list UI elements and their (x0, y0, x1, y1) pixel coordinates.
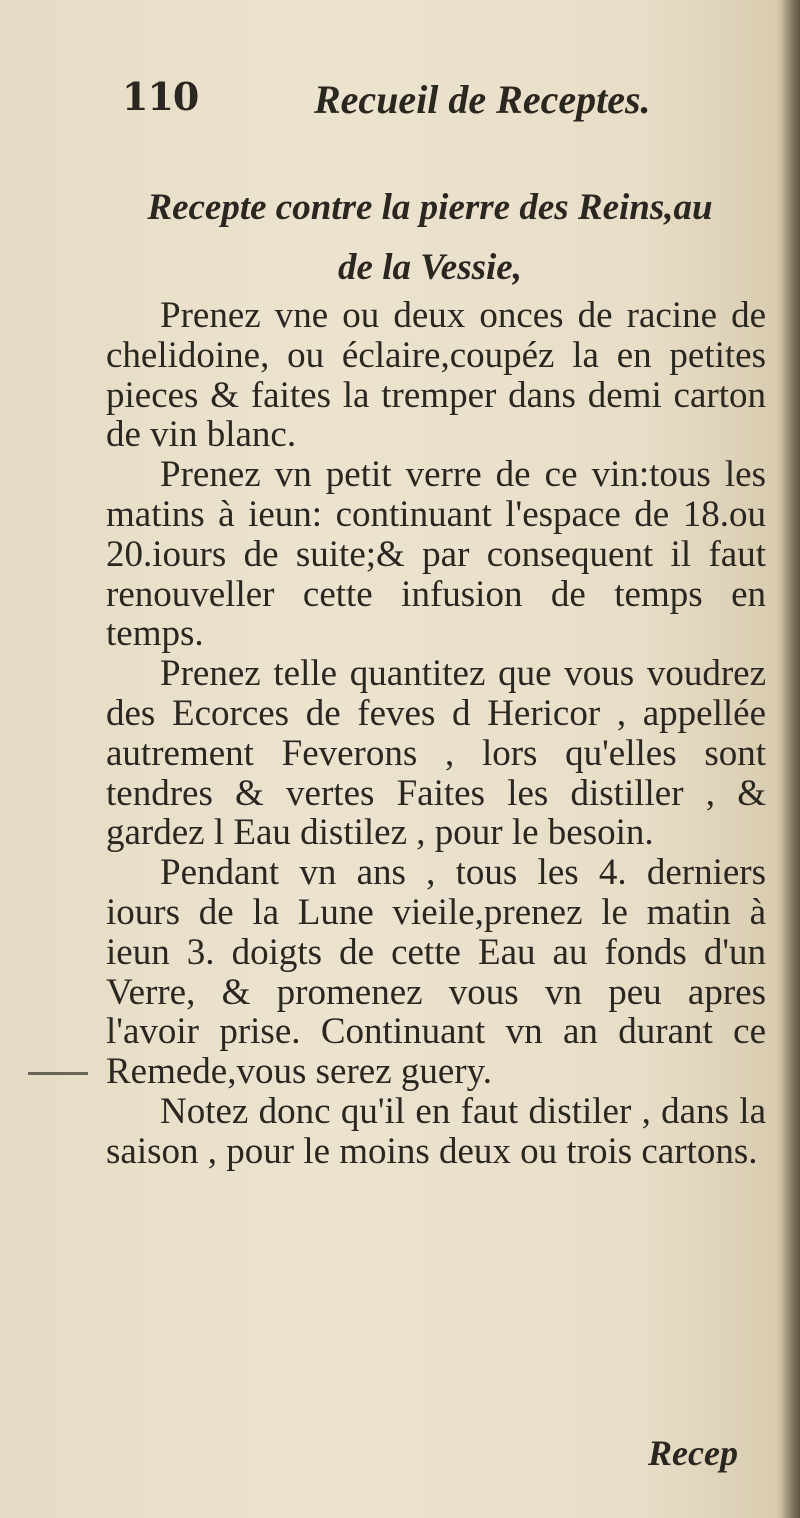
paragraph: Prenez vne ou deux onces de racine de chelidoine, ou éclaire,coupéz la en petites pieces & faites la tremper dans demi carton de vin blanc. (106, 295, 766, 456)
recipe-title (110, 178, 750, 298)
page-header (122, 74, 682, 134)
paragraph: Prenez telle quantitez que vous voudrez des Ecorces de feves d Hericor , appellée autrement Feverons , lors qu'elles sont tendres & vertes Faites les distiller , & gardez l Eau distilez , pour le besoin. (106, 653, 766, 854)
recipe-title-line-1: Recepte contre la pierre des Reins,au (147, 187, 713, 228)
recipe-title-line-2: de la Vessie, (338, 247, 522, 288)
page-number: 110 (122, 74, 199, 119)
page-edge-shadow (782, 0, 800, 1518)
paragraph: Notez donc qu'il en faut distiler , dans la saison , pour le moins deux ou trois cartons. (106, 1090, 766, 1172)
paragraph: Prenez vn petit verre de ce vin:tous les matins à ieun: continuant l'espace de 18.ou 20.iours de suite;& par consequent il faut renouveller cette infusion de temps en temps. (106, 454, 766, 655)
margin-mark (28, 1072, 88, 1075)
running-title: Recueil de Receptes. (314, 77, 651, 122)
recipe-body (106, 296, 766, 1172)
catchword: Recep (648, 1433, 738, 1473)
paragraph: Pendant vn ans , tous les 4. derniers iours de la Lune vieile,prenez le matin à ieun 3. doigts de cette Eau au fonds d'un Verre, & promenez vous vn peu apres l'avoir prise. Continuant vn an durant ce Remede,vous serez guery. (106, 852, 766, 1093)
